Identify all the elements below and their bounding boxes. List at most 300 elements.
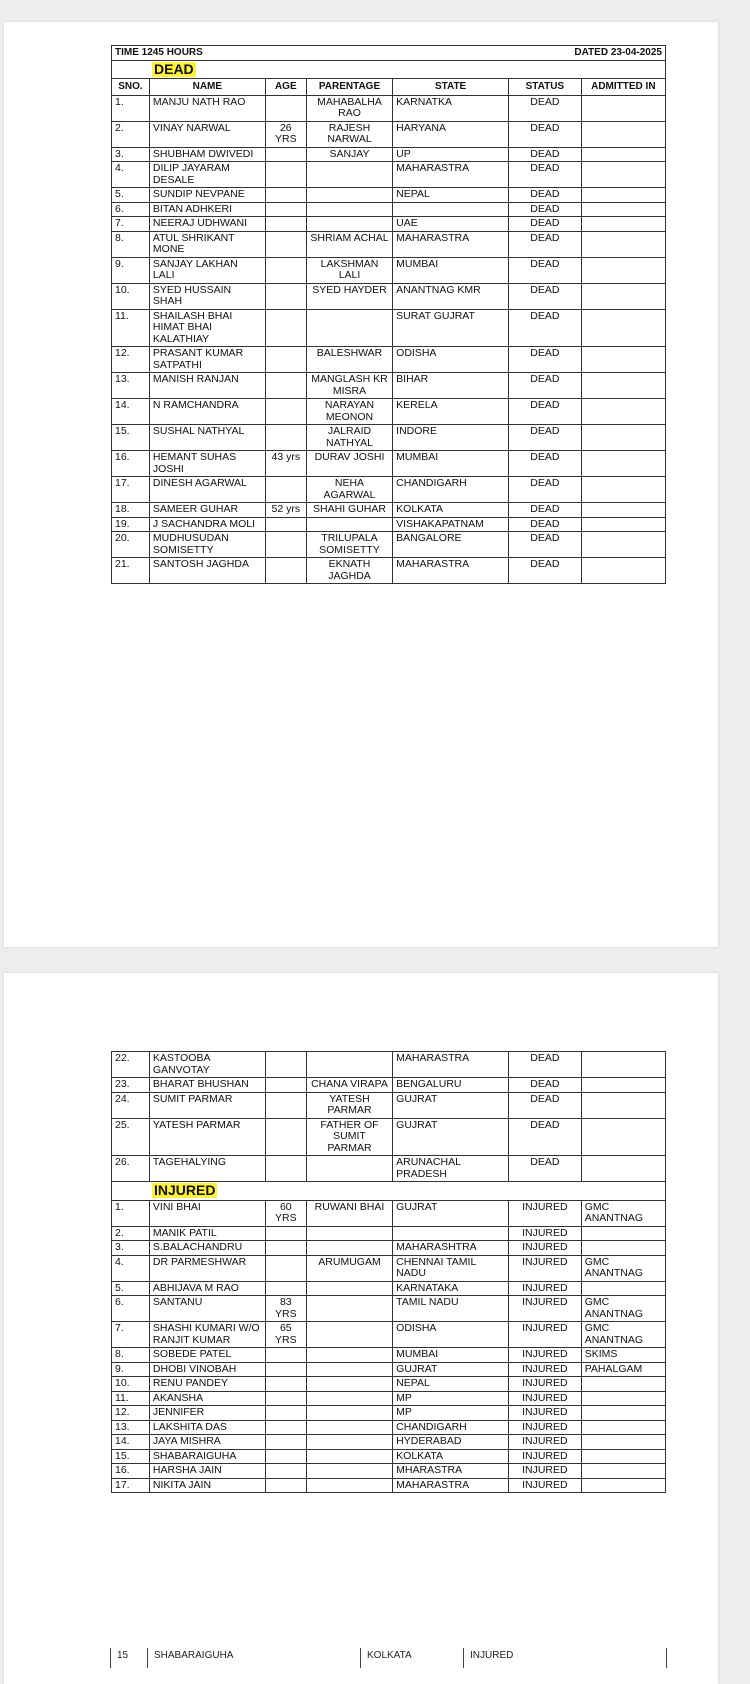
cell-age [265, 1377, 306, 1392]
cell-admitted-in [581, 451, 665, 477]
cell-age [265, 257, 306, 283]
cell-admitted-in [581, 1464, 665, 1479]
cell-age [265, 231, 306, 257]
cell-age [265, 477, 306, 503]
cell-status: DEAD [509, 558, 582, 584]
cell-status: DEAD [509, 399, 582, 425]
injured-row [112, 1362, 666, 1377]
cell-admitted-in [581, 1478, 665, 1493]
cell-state: HYDERABAD [393, 1435, 509, 1450]
injured-row [112, 1348, 666, 1363]
cell-admitted-in [581, 147, 665, 162]
cell-name: SUMIT PARMAR [149, 1092, 265, 1118]
dead-row [112, 425, 666, 451]
partial-sno: 15 [117, 1650, 129, 1661]
cell-state: MUMBAI [393, 257, 509, 283]
cell-age [265, 283, 306, 309]
cell-name: SANTANU [149, 1296, 265, 1322]
cell-name: SHAILASH BHAI HIMAT BHAI KALATHIAY [149, 309, 265, 347]
cell-age [265, 1078, 306, 1093]
cell-parentage [306, 1322, 392, 1348]
cell-name: SAMEER GUHAR [149, 503, 265, 518]
dead-row [112, 1092, 666, 1118]
cell-age [265, 1052, 306, 1078]
cell-admitted-in [581, 1435, 665, 1450]
cell-age [265, 1156, 306, 1182]
cell-status: DEAD [509, 257, 582, 283]
cell-age [265, 217, 306, 232]
cell-admitted-in [581, 162, 665, 188]
cell-state: ODISHA [393, 1322, 509, 1348]
cell-state: KOLKATA [393, 503, 509, 518]
cell-parentage: MANGLASH KR MISRA [306, 373, 392, 399]
cell-sno: 7. [112, 1322, 150, 1348]
cell-state: VISHAKAPATNAM [393, 517, 509, 532]
cell-state: MP [393, 1406, 509, 1421]
cell-sno: 17. [112, 1478, 150, 1493]
cell-parentage [306, 1362, 392, 1377]
cell-status: DEAD [509, 231, 582, 257]
injured-row [112, 1478, 666, 1493]
cell-admitted-in [581, 231, 665, 257]
cell-status: DEAD [509, 202, 582, 217]
cell-admitted-in [581, 217, 665, 232]
cell-parentage: DURAV JOSHI [306, 451, 392, 477]
cell-status: DEAD [509, 517, 582, 532]
cell-admitted-in [581, 121, 665, 147]
cell-age [265, 95, 306, 121]
cell-state: KOLKATA [393, 1449, 509, 1464]
cell-sno: 2. [112, 121, 150, 147]
cell-status: INJURED [509, 1435, 582, 1450]
cell-age [265, 147, 306, 162]
cell-name: DHOBI VINOBAH [149, 1362, 265, 1377]
cell-parentage [306, 202, 392, 217]
cell-admitted-in [581, 1281, 665, 1296]
cell-state: MP [393, 1391, 509, 1406]
cell-state: TAMIL NADU [393, 1296, 509, 1322]
document-page-2 [4, 973, 718, 1684]
cell-parentage: FATHER OF SUMIT PARMAR [306, 1118, 392, 1156]
cell-state: UAE [393, 217, 509, 232]
cell-name: DR PARMESHWAR [149, 1255, 265, 1281]
cell-state: BANGALORE [393, 532, 509, 558]
cell-sno: 16. [112, 1464, 150, 1479]
cell-age [265, 188, 306, 203]
cell-age [265, 517, 306, 532]
cell-sno: 1. [112, 95, 150, 121]
cell-age [265, 1241, 306, 1256]
cell-age [265, 1435, 306, 1450]
cell-status: DEAD [509, 95, 582, 121]
cell-age: 65 YRS [265, 1322, 306, 1348]
partial-status: INJURED [463, 1648, 519, 1668]
cell-name: SHABARAIGUHA [149, 1449, 265, 1464]
cell-age [265, 1362, 306, 1377]
cell-status: DEAD [509, 503, 582, 518]
cell-age: 43 yrs [265, 451, 306, 477]
cell-status: INJURED [509, 1348, 582, 1363]
cell-parentage [306, 1241, 392, 1256]
cell-sno: 9. [112, 1362, 150, 1377]
report-date: DATED 23-04-2025 [393, 46, 666, 61]
cell-name: VINI BHAI [149, 1200, 265, 1226]
cell-sno: 4. [112, 1255, 150, 1281]
injured-row [112, 1420, 666, 1435]
cell-sno: 9. [112, 257, 150, 283]
col-status: STATUS [509, 79, 582, 96]
cell-sno: 12. [112, 1406, 150, 1421]
cell-age [265, 1281, 306, 1296]
cell-state: MAHARASTRA [393, 558, 509, 584]
dead-row [112, 451, 666, 477]
cell-state: KERELA [393, 399, 509, 425]
cell-status: DEAD [509, 162, 582, 188]
cell-age: 26 YRS [265, 121, 306, 147]
cell-state: ARUNACHAL PRADESH [393, 1156, 509, 1182]
cell-admitted-in [581, 1406, 665, 1421]
injured-row [112, 1406, 666, 1421]
cell-name: S.BALACHANDRU [149, 1241, 265, 1256]
cell-status: DEAD [509, 309, 582, 347]
cell-age [265, 558, 306, 584]
cell-age [265, 1449, 306, 1464]
cell-sno: 25. [112, 1118, 150, 1156]
cell-state: KARNATKA [393, 95, 509, 121]
injured-row [112, 1322, 666, 1348]
cell-age: 83 YRS [265, 1296, 306, 1322]
dead-rows-page-2 [112, 1052, 666, 1182]
cell-parentage [306, 1156, 392, 1182]
cell-admitted-in [581, 1377, 665, 1392]
cell-state: GUJRAT [393, 1362, 509, 1377]
cell-name: MANIK PATIL [149, 1226, 265, 1241]
dead-row [112, 283, 666, 309]
cell-age [265, 532, 306, 558]
cell-status: DEAD [509, 1078, 582, 1093]
cell-state: KARNATAKA [393, 1281, 509, 1296]
cell-admitted-in [581, 517, 665, 532]
cell-name: HARSHA JAIN [149, 1464, 265, 1479]
cell-sno: 5. [112, 1281, 150, 1296]
cell-state: INDORE [393, 425, 509, 451]
cell-parentage [306, 1449, 392, 1464]
cell-parentage [306, 1478, 392, 1493]
cell-parentage: RAJESH NARWAL [306, 121, 392, 147]
cell-age [265, 1478, 306, 1493]
cell-name: NIKITA JAIN [149, 1478, 265, 1493]
cell-age [265, 1464, 306, 1479]
cell-name: SUNDIP NEVPANE [149, 188, 265, 203]
cell-status: DEAD [509, 477, 582, 503]
cell-parentage: SYED HAYDER [306, 283, 392, 309]
cell-age [265, 1255, 306, 1281]
dead-row [112, 373, 666, 399]
cell-age [265, 1348, 306, 1363]
cell-sno: 3. [112, 1241, 150, 1256]
dead-section-label: DEAD [154, 60, 194, 77]
cell-name: SYED HUSSAIN SHAH [149, 283, 265, 309]
dead-row [112, 1118, 666, 1156]
cell-name: LAKSHITA DAS [149, 1420, 265, 1435]
cell-sno: 4. [112, 162, 150, 188]
cell-sno: 15. [112, 425, 150, 451]
cell-parentage: LAKSHMAN LALI [306, 257, 392, 283]
col-age: AGE [265, 79, 306, 96]
cell-parentage: NEHA AGARWAL [306, 477, 392, 503]
cell-name: MANJU NATH RAO [149, 95, 265, 121]
cell-parentage: SHRIAM ACHAL [306, 231, 392, 257]
partial-state: KOLKATA [360, 1648, 463, 1668]
cell-sno: 11. [112, 1391, 150, 1406]
injured-row [112, 1241, 666, 1256]
injured-row [112, 1391, 666, 1406]
cell-sno: 14. [112, 1435, 150, 1450]
cell-state: HARYANA [393, 121, 509, 147]
cell-state: MAHARASHTRA [393, 1241, 509, 1256]
dead-row [112, 121, 666, 147]
injured-row [112, 1281, 666, 1296]
cell-parentage [306, 1420, 392, 1435]
col-parentage: PARENTAGE [306, 79, 392, 96]
dead-row [112, 1156, 666, 1182]
cell-status: DEAD [509, 217, 582, 232]
cell-parentage [306, 517, 392, 532]
cell-sno: 20. [112, 532, 150, 558]
dead-row [112, 1078, 666, 1093]
cell-sno: 19. [112, 517, 150, 532]
cell-parentage: SANJAY [306, 147, 392, 162]
injured-rows [112, 1200, 666, 1493]
cell-age [265, 309, 306, 347]
cell-sno: 18. [112, 503, 150, 518]
cell-parentage: EKNATH JAGHDA [306, 558, 392, 584]
dead-row [112, 347, 666, 373]
col-state: STATE [393, 79, 509, 96]
cell-sno: 13. [112, 373, 150, 399]
cell-status: INJURED [509, 1406, 582, 1421]
cell-parentage [306, 1377, 392, 1392]
cell-status: INJURED [509, 1226, 582, 1241]
cell-status: DEAD [509, 532, 582, 558]
cell-status: DEAD [509, 1118, 582, 1156]
cell-parentage [306, 1281, 392, 1296]
cell-sno: 10. [112, 283, 150, 309]
cell-status: DEAD [509, 1156, 582, 1182]
cell-age [265, 1406, 306, 1421]
column-header-row [112, 79, 666, 96]
cell-admitted-in [581, 1118, 665, 1156]
cell-parentage: YATESH PARMAR [306, 1092, 392, 1118]
cell-state: NEPAL [393, 188, 509, 203]
cell-status: INJURED [509, 1322, 582, 1348]
dead-row [112, 558, 666, 584]
cell-status: DEAD [509, 121, 582, 147]
cell-parentage: TRILUPALA SOMISETTY [306, 532, 392, 558]
cell-admitted-in [581, 347, 665, 373]
cell-name: AKANSHA [149, 1391, 265, 1406]
cell-admitted-in [581, 558, 665, 584]
cell-state: GUJRAT [393, 1200, 509, 1226]
cell-parentage [306, 162, 392, 188]
cell-sno: 13. [112, 1420, 150, 1435]
cell-admitted-in [581, 1092, 665, 1118]
cell-state: CHANDIGARH [393, 1420, 509, 1435]
cell-parentage: NARAYAN MEONON [306, 399, 392, 425]
cell-state: BENGALURU [393, 1078, 509, 1093]
cell-parentage: RUWANI BHAI [306, 1200, 392, 1226]
cell-status: DEAD [509, 451, 582, 477]
cell-name: NEERAJ UDHWANI [149, 217, 265, 232]
cell-name: PRASANT KUMAR SATPATHI [149, 347, 265, 373]
cell-status: DEAD [509, 373, 582, 399]
cell-admitted-in: PAHALGAM [581, 1362, 665, 1377]
cell-admitted-in [581, 1241, 665, 1256]
cell-name: DINESH AGARWAL [149, 477, 265, 503]
cell-state: UP [393, 147, 509, 162]
cell-age [265, 202, 306, 217]
cell-sno: 15. [112, 1449, 150, 1464]
cell-parentage [306, 1406, 392, 1421]
cell-age [265, 1118, 306, 1156]
cell-status: INJURED [509, 1200, 582, 1226]
cell-age [265, 1391, 306, 1406]
dead-row [112, 532, 666, 558]
cell-parentage [306, 1391, 392, 1406]
cell-status: INJURED [509, 1377, 582, 1392]
cell-age [265, 1226, 306, 1241]
dead-row [112, 257, 666, 283]
cell-sno: 21. [112, 558, 150, 584]
cell-parentage [306, 1435, 392, 1450]
cell-state: MAHARASTRA [393, 1478, 509, 1493]
cell-state: CHENNAI TAMIL NADU [393, 1255, 509, 1281]
cell-admitted-in [581, 503, 665, 518]
cell-age [265, 425, 306, 451]
cell-status: DEAD [509, 188, 582, 203]
cell-admitted-in: GMC ANANTNAG [581, 1322, 665, 1348]
cell-age: 60 YRS [265, 1200, 306, 1226]
cell-admitted-in [581, 283, 665, 309]
cell-state: SURAT GUJRAT [393, 309, 509, 347]
injured-row [112, 1226, 666, 1241]
cell-sno: 23. [112, 1078, 150, 1093]
cell-state: GUJRAT [393, 1118, 509, 1156]
cell-name: MANISH RANJAN [149, 373, 265, 399]
cell-admitted-in: GMC ANANTNAG [581, 1255, 665, 1281]
cell-name: DILIP JAYARAM DESALE [149, 162, 265, 188]
cell-parentage [306, 217, 392, 232]
injured-row [112, 1435, 666, 1450]
cell-status: INJURED [509, 1362, 582, 1377]
cell-name: KASTOOBA GANVOTAY [149, 1052, 265, 1078]
cell-sno: 3. [112, 147, 150, 162]
cell-state [393, 1226, 509, 1241]
cell-state: MHARASTRA [393, 1464, 509, 1479]
cell-admitted-in [581, 1420, 665, 1435]
cell-state: CHANDIGARH [393, 477, 509, 503]
dead-row [112, 309, 666, 347]
cell-sno: 6. [112, 202, 150, 217]
cell-parentage: SHAHI GUHAR [306, 503, 392, 518]
partial-name: SHABARAIGUHA [147, 1648, 360, 1668]
cell-age [265, 399, 306, 425]
cell-name: SHASHI KUMARI W/O RANJIT KUMAR [149, 1322, 265, 1348]
injured-row [112, 1296, 666, 1322]
cell-state: GUJRAT [393, 1092, 509, 1118]
cell-name: ABHIJAVA M RAO [149, 1281, 265, 1296]
cell-name: SANJAY LAKHAN LALI [149, 257, 265, 283]
cell-name: BITAN ADHKERI [149, 202, 265, 217]
cell-status: INJURED [509, 1478, 582, 1493]
injured-row [112, 1449, 666, 1464]
cell-admitted-in [581, 425, 665, 451]
col-name: NAME [149, 79, 265, 96]
header-row [112, 46, 666, 61]
cell-sno: 6. [112, 1296, 150, 1322]
cell-sno: 12. [112, 347, 150, 373]
cell-parentage: JALRAID NATHYAL [306, 425, 392, 451]
dead-row [112, 162, 666, 188]
cell-admitted-in [581, 1156, 665, 1182]
partial-next-page-row [110, 1648, 667, 1668]
cell-parentage [306, 1226, 392, 1241]
cell-state: MAHARASTRA [393, 162, 509, 188]
dead-row [112, 517, 666, 532]
cell-admitted-in [581, 257, 665, 283]
cell-status: INJURED [509, 1391, 582, 1406]
cell-parentage [306, 309, 392, 347]
cell-age [265, 347, 306, 373]
cell-age [265, 1092, 306, 1118]
col-sno: SNO. [112, 79, 150, 96]
cell-admitted-in [581, 1226, 665, 1241]
cell-sno: 17. [112, 477, 150, 503]
cell-parentage [306, 1348, 392, 1363]
cell-sno: 22. [112, 1052, 150, 1078]
casualty-table-page-1 [111, 45, 666, 584]
cell-status: INJURED [509, 1281, 582, 1296]
cell-age [265, 373, 306, 399]
cell-name: JENNIFER [149, 1406, 265, 1421]
cell-name: RENU PANDEY [149, 1377, 265, 1392]
cell-age [265, 1420, 306, 1435]
cell-state: MUMBAI [393, 451, 509, 477]
dead-row [112, 231, 666, 257]
cell-state: BIHAR [393, 373, 509, 399]
cell-age [265, 162, 306, 188]
cell-name: SHUBHAM DWIVEDI [149, 147, 265, 162]
cell-name: MUDHUSUDAN SOMISETTY [149, 532, 265, 558]
cell-state: MUMBAI [393, 1348, 509, 1363]
cell-sno: 8. [112, 231, 150, 257]
cell-name: TAGEHALYING [149, 1156, 265, 1182]
cell-admitted-in [581, 202, 665, 217]
cell-parentage [306, 1052, 392, 1078]
cell-status: INJURED [509, 1296, 582, 1322]
injured-row [112, 1255, 666, 1281]
col-admitted-in: ADMITTED IN [581, 79, 665, 96]
cell-sno: 7. [112, 217, 150, 232]
dead-row [112, 503, 666, 518]
cell-status: INJURED [509, 1464, 582, 1479]
cell-sno: 2. [112, 1226, 150, 1241]
cell-parentage [306, 1296, 392, 1322]
cell-admitted-in: SKIMS [581, 1348, 665, 1363]
dead-row [112, 202, 666, 217]
cell-name: N RAMCHANDRA [149, 399, 265, 425]
cell-status: INJURED [509, 1241, 582, 1256]
